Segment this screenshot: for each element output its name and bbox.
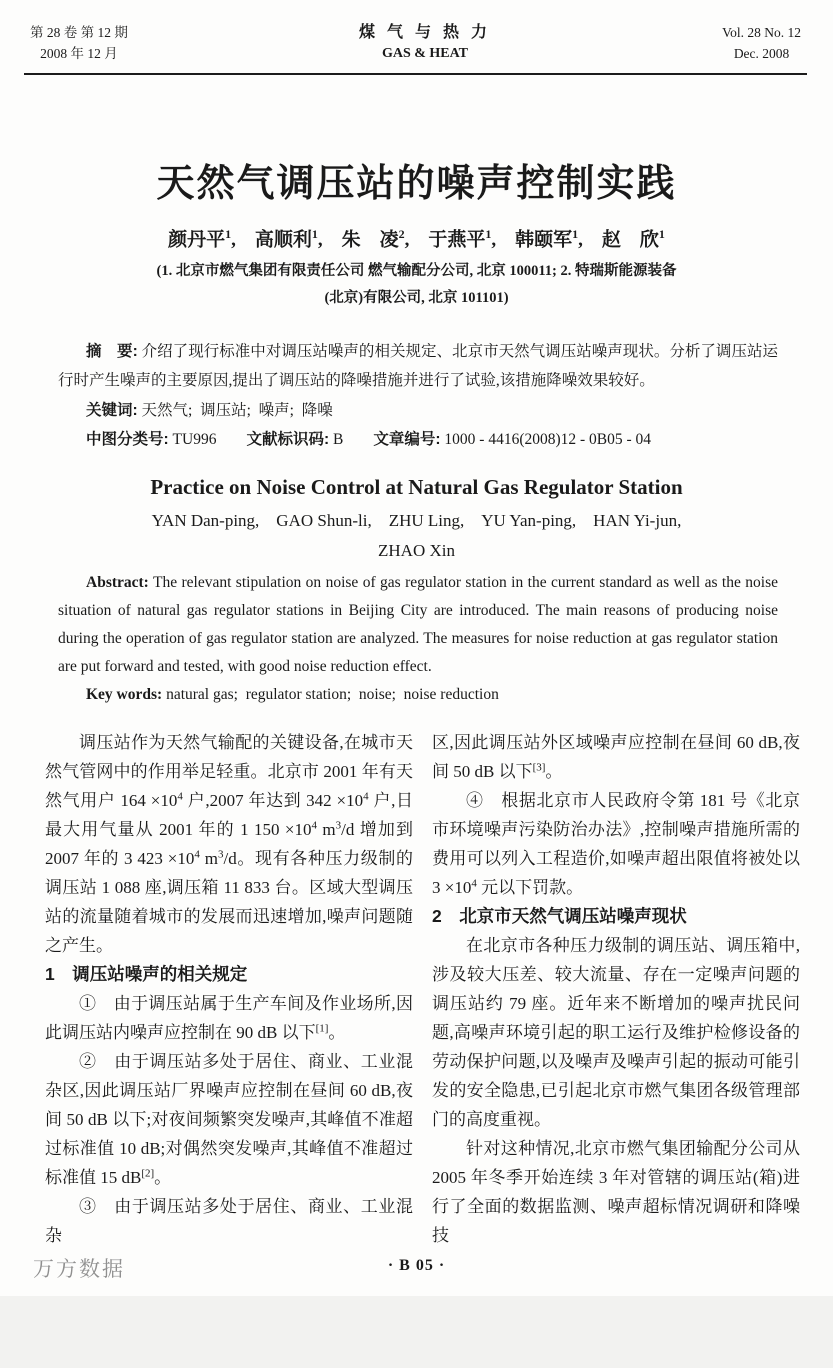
journal-name-en: GAS & HEAT <box>381 46 469 61</box>
page-number: · B 05 · <box>387 1257 446 1275</box>
article-id-value: 1000 - 4416(2008)12 - 0B05 - 04 <box>440 431 652 449</box>
author-list-cn: 颜丹平$^1$, 高顺利$^1$, 朱 凌$^2$, 于燕平$^1$, 韩颐军$^1$, 赵 欣$^1$ <box>168 227 665 251</box>
scan-margin <box>0 1296 833 1368</box>
header-divider <box>24 73 807 75</box>
clc-value: TU996 <box>168 431 217 449</box>
article-id-label: 文章编号: <box>373 431 441 449</box>
keywords-cn <box>58 396 778 425</box>
section-heading: 2 北京市天然气调压站噪声现状 <box>432 906 687 927</box>
body-paragraph: ③ 由于调压站多处于居住、商业、工业混杂 <box>45 1197 413 1246</box>
article-title-cn: 天然气调压站的噪声控制实践 <box>156 163 677 205</box>
keywords-en <box>58 681 778 709</box>
right-column <box>432 728 800 1250</box>
wanfang-watermark: 万方数据 <box>33 1257 125 1281</box>
abstract-cn-block <box>0 337 833 454</box>
keywords-en-label: Key words: <box>86 686 163 704</box>
classification-line <box>58 425 778 454</box>
body-paragraph: ② 由于调压站多处于居住、商业、工业混杂区,因此调压站厂界噪声应控制在昼间 60 dB,夜间 50 dB 以下;对夜间频繁突发噪声,其峰值不准超过标准值 10 dB;对偶然突发噪声,其峰值不准超过标准值 15 dB[2]。 <box>45 1052 413 1188</box>
abstract-cn <box>58 337 778 395</box>
journal-issue-en <box>722 22 801 64</box>
affiliation-line: (1. 北京市燃气集团有限责任公司 燃气输配分公司, 北京 100011; 2. 特瑞斯能源装备 <box>156 263 677 280</box>
abstract-en-text: The relevant stipulation on noise of gas regulator station in the current standard as well as the noise situation of natural gas regulator stations in Beijing City are introduced. The main reasons of producing noise during the operation of gas regulator station are analyzed. The measures for noise reduction at gas regulator station are put forward and tested, with good noise reduction effect. <box>58 574 778 676</box>
author-list-en-line: ZHAO Xin <box>378 541 455 561</box>
section-heading: 1 调压站噪声的相关规定 <box>45 964 248 985</box>
journal-name-cn: 煤 气 与 热 力 <box>358 24 491 41</box>
abstract-en-label: Abstract: <box>86 574 149 592</box>
body-paragraph: 调压站作为天然气输配的关键设备,在城市天然气管网中的作用举足轻重。北京市 2001 年有天然气用户 $164 \times 10^4$ 户,2007 年达到 $342 \times 10^4$ 户,日最大用气量从 2001 年的 1 $150 \times 10^4$ $m^3/d$ 增加到 2007 年的 3 $423 \times 10^4$ $m^3/d$。现有各种压力级制的调压站 1 088 座,调压箱 11 833 台。区域大型调压站的流量随着城市的发展而迅速增加,噪声问题随之产生。 <box>45 733 414 956</box>
author-list-en-line: YAN Dan-ping, GAO Shun-li, ZHU Ling, YU Yan-ping, HAN Yi-jun, <box>151 511 682 531</box>
journal-issue-cn <box>30 22 128 64</box>
body-paragraph: 针对这种情况,北京市燃气集团输配分公司从 2005 年冬季开始连续 3 年对管辖的调压站(箱)进行了全面的数据监测、噪声超标情况调研和降噪技 <box>432 1139 800 1246</box>
doc-code-label: 文献标识码: <box>246 431 330 449</box>
author-list-en <box>0 506 833 566</box>
journal-name-block <box>359 22 491 64</box>
date-en: Dec. 2008 <box>733 46 790 61</box>
document-code <box>246 431 343 448</box>
article-title-en: Practice on Noise Control at Natural Gas Regulator Station <box>150 475 683 500</box>
abstract-en-block <box>0 569 833 709</box>
journal-header <box>0 0 833 64</box>
clc-label: 中图分类号: <box>86 431 169 449</box>
left-column <box>45 728 413 1250</box>
doc-code-value: B <box>329 431 344 449</box>
keywords-en-text: natural gas; regulator station; noise; noise reduction <box>162 686 499 704</box>
keywords-cn-label: 关键词: <box>86 402 138 420</box>
body-paragraph: ① 由于调压站属于生产车间及作业场所,因此调压站内噪声应控制在 90 dB 以下[1]。 <box>45 994 413 1043</box>
abstract-cn-label: 摘 要: <box>86 343 138 361</box>
affiliation <box>0 258 833 312</box>
affiliation-line: (北京)有限公司, 北京 101101) <box>324 290 509 307</box>
body-paragraph: 区,因此调压站外区域噪声应控制在昼间 60 dB,夜间 50 dB 以下[3]。 <box>432 733 800 782</box>
date-cn: 2008 年 12 月 <box>40 46 118 61</box>
body-columns <box>0 728 833 1250</box>
article-id <box>373 431 651 448</box>
abstract-cn-text: 介绍了现行标准中对调压站噪声的相关规定、北京市天然气调压站噪声现状。分析了调压站运行时产生噪声的主要原因,提出了调压站的降噪措施并进行了试验,该措施降噪效果较好。 <box>58 343 778 390</box>
body-paragraph: 在北京市各种压力级制的调压站、调压箱中,涉及较大压差、较大流量、存在一定噪声问题的调压站约 79 座。近年来不断增加的噪声扰民问题,高噪声环境引起的职工运行及维护检修设备的劳动保护问题,以及噪声及噪声引起的振动可能引发的安全隐患,已引起北京市燃气集团各级管理部门的高度重视。 <box>432 936 800 1130</box>
body-paragraph: ④ 根据北京市人民政府令第 181 号《北京市环境噪声污染防治办法》,控制噪声措施所需的费用可以列入工程造价,如噪声超出限值将被处以 $3 \times 10^4$ 元以下罚款。 <box>432 791 800 898</box>
volume-issue-cn: 第 28 卷 第 12 期 <box>30 25 128 40</box>
abstract-en <box>58 569 778 681</box>
volume-issue-en: Vol. 28 No. 12 <box>722 25 801 40</box>
keywords-cn-text: 天然气; 调压站; 噪声; 降噪 <box>137 402 333 420</box>
clc-number <box>86 431 216 448</box>
